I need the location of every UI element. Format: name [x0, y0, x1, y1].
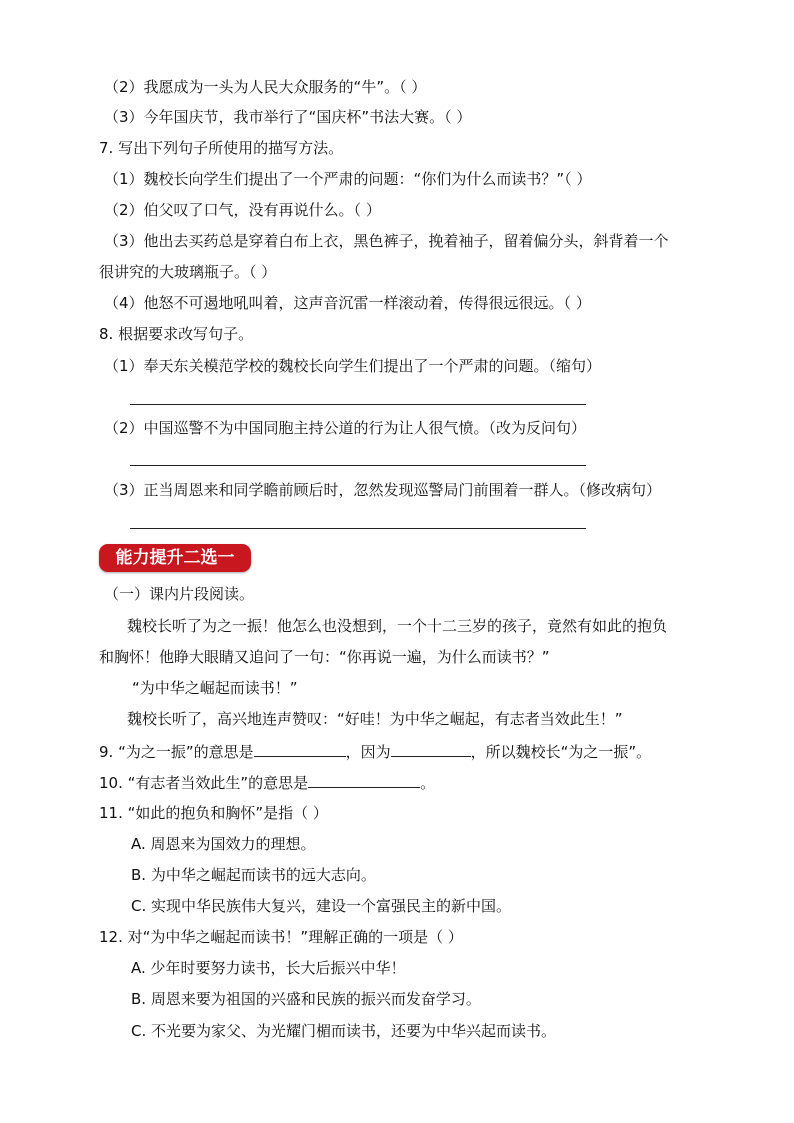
question-9-part-c: ，所以魏校长“为之一振”。 — [470, 743, 652, 761]
question-9-part-b: ，因为 — [345, 743, 391, 761]
question-10 — [99, 771, 435, 793]
answer-blank-q9-a[interactable] — [254, 740, 346, 757]
line-q7-2: （2）伯父叹了口气，没有再说什么。（ ） — [104, 201, 381, 219]
answer-line-q8-1[interactable] — [130, 404, 586, 405]
question-10-end: 。 — [420, 774, 436, 792]
line-q7-1: （1）魏校长向学生们提出了一个严肃的问题：“你们为什么而读书？”（ ） — [104, 170, 592, 188]
question-10-text: 10. “有志者当效此生”的意思是 — [99, 774, 309, 792]
option-12-a[interactable]: A. 少年时要努力读书，长大后振兴中华！ — [131, 959, 406, 977]
question-9 — [99, 740, 651, 762]
passage-line-4: 魏校长听了，高兴地连声赞叹：“好哇！为中华之崛起，有志者当效此生！” — [127, 710, 623, 728]
answer-blank-q10[interactable] — [308, 771, 420, 788]
passage-line-2: 和胸怀！他睁大眼睛又追问了一句：“你再说一遍，为什么而读书？” — [99, 648, 550, 666]
option-11-b[interactable]: B. 为中华之崛起而读书的远大志向。 — [131, 866, 376, 884]
line-q7-3: （3）他出去买药总是穿着白布上衣，黑色裤子，挽着袖子，留着偏分头，斜背着一个 — [104, 232, 669, 250]
line-q7-3-cont: 很讲究的大玻璃瓶子。（ ） — [99, 263, 277, 281]
passage-line-1: 魏校长听了为之一振！他怎么也没想到，一个十二三岁的孩子，竟然有如此的抱负 — [127, 617, 668, 635]
answer-line-q8-2[interactable] — [130, 465, 586, 466]
section-banner — [99, 544, 251, 572]
option-12-c[interactable]: C. 不光要为家父、为光耀门楣而读书，还要为中华兴起而读书。 — [131, 1022, 557, 1040]
answer-line-q8-3[interactable] — [130, 528, 586, 529]
question-7-title: 7. 写出下列句子所使用的描写方法。 — [99, 139, 344, 157]
question-11: 11. “如此的抱负和胸怀”是指（ ） — [99, 804, 328, 822]
question-9-part-a: 9. “为之一振”的意思是 — [99, 743, 254, 761]
section-banner-label: 能力提升二选一 — [115, 548, 235, 568]
line-q8-1: （1）奉天东关模范学校的魏校长向学生们提出了一个严肃的问题。（缩句） — [104, 357, 602, 375]
line-q6-3: （3）今年国庆节，我市举行了“国庆杯”书法大赛。（ ） — [104, 108, 472, 126]
option-11-a[interactable]: A. 周恩来为国效力的理想。 — [131, 835, 316, 853]
answer-blank-q9-b[interactable] — [391, 740, 471, 757]
option-11-c[interactable]: C. 实现中华民族伟大复兴，建设一个富强民主的新中国。 — [131, 897, 512, 915]
passage-line-3: “为中华之崛起而读书！” — [132, 679, 298, 697]
line-q8-2: （2）中国巡警不为中国同胞主持公道的行为让人很气愤。（改为反问句） — [104, 419, 587, 437]
line-q8-3: （3）正当周恩来和同学瞻前顾后时，忽然发现巡警局门前围着一群人。（修改病句） — [104, 481, 662, 499]
line-q7-4: （4）他怒不可遏地吼叫着，这声音沉雷一样滚动着，传得很远很远。（ ） — [104, 294, 591, 312]
question-8-title: 8. 根据要求改写句子。 — [99, 325, 254, 343]
question-12: 12. 对“为中华之崛起而读书！”理解正确的一项是（ ） — [99, 928, 463, 946]
line-q6-2: （2）我愿成为一头为人民大众服务的“牛”。（ ） — [104, 78, 427, 96]
option-12-b[interactable]: B. 周恩来要为祖国的兴盛和民族的振兴而发奋学习。 — [131, 990, 481, 1008]
reading-section-title: （一）课内片段阅读。 — [104, 585, 255, 603]
